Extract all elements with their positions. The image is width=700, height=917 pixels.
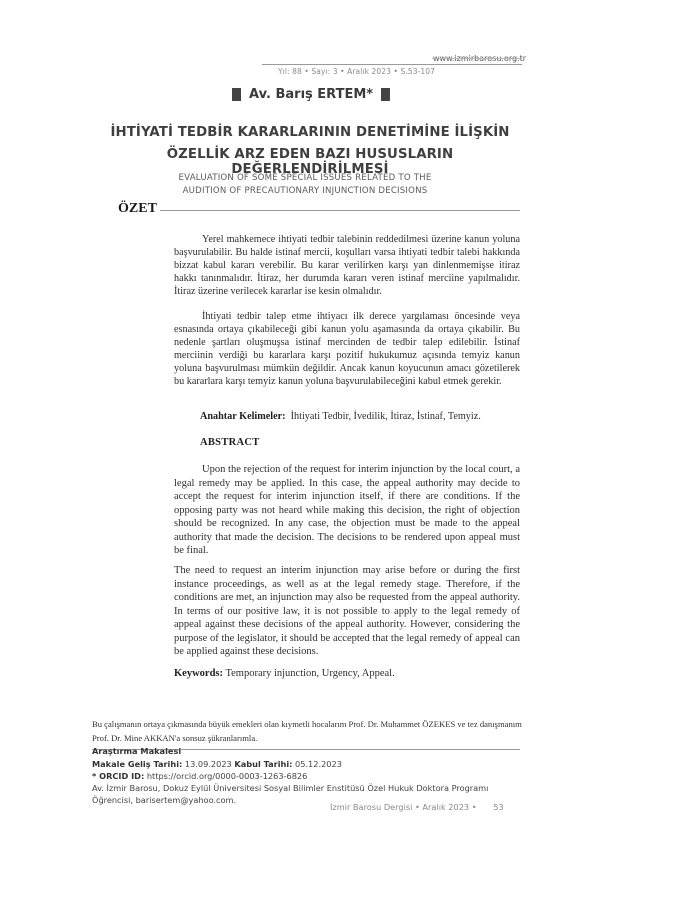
title-tr-line-2: ÖZELLİK ARZ EDEN BAZI HUSUSLARIN DEĞERLENDİRİLMESİ (166, 147, 454, 177)
article-type: Araştırma Makalesi (92, 746, 182, 756)
header-divider-short (432, 58, 522, 59)
keywords-tr-label: Anahtar Kelimeler: (200, 411, 286, 422)
issue-meta: Yıl: 88 • Sayı: 3 • Aralık 2023 • S.53-107 (278, 67, 436, 76)
abstract-paragraph-2-text: The need to request an interim injunction may arise before or during the first instance proceedings, as well as at the legal remedy stage. Therefore, if the conditions are met, an injunction may also be requested from the appeal authority. In terms of our positive law, it is not possible to apply to the legal remedy of appeal against these decisions of the appeal authority. However, considering the purpose of the legislator, it should be accepted that the legal remedy of appeal can be applied against these decisions. (174, 565, 520, 657)
page-footer (330, 802, 504, 812)
journal-url: www.izmirbarosu.org.tr (433, 54, 527, 63)
keywords-tr (200, 411, 481, 422)
title-tr-line-1: İHTİYATİ TEDBİR KARARLARININ DENETİMİNE İLİŞKİN (110, 125, 510, 140)
orcid-link[interactable]: https://orcid.org/0000-0003-1263-6826 (146, 771, 308, 781)
affiliation-line-2: Öğrencisi, barisertem@yahoo.com. (92, 795, 237, 805)
received-label: Makale Geliş Tarihi: (92, 759, 183, 769)
article-dates (92, 759, 342, 769)
abstract-paragraph-1-text: Upon the rejection of the request for interim injunction by the local court, a legal remedy may be applied. In this case, the appeal authority may decide to accept the request for interim injunction itself, if there are conditions. If the opposing party was not heard while making this decision, the right of objection should be recognized. In any case, the objection must be made to the appeal authority that made the decision. The decisions to be rendered upon appeal must be final. (174, 464, 520, 556)
keywords-en (174, 668, 395, 679)
title-en-line-1: EVALUATION OF SOME SPECIAL ISSUES RELATED TO THE (178, 173, 432, 183)
orcid-label: * ORCID ID: (92, 771, 145, 781)
keywords-en-label: Keywords: (174, 668, 223, 679)
ozet-divider (160, 210, 520, 211)
abstract-paragraph-2 (174, 564, 520, 659)
acknowledgement-footnote: Bu çalışmanın ortaya çıkmasında büyük emekleri olan kıymetli hocalarım Prof. Dr. Muhammet ÖZEKES ve tez danışmanım Prof. Dr. Mine AKKAN'a sonsuz şükranlarımla. (92, 719, 522, 743)
ozet-paragraph-1-text: Yerel mahkemece ihtiyati tedbir talebinin reddedilmesi üzerine kanun yoluna başvurulabilir. Bu halde istinaf mercii, koşulları varsa ihtiyati tedbir talebi hakkında bizzat kabul kararı verebilir. Bu karar verilirken karşı yan dinlenmemişse itiraz hakkı tanınmalıdır. İtiraz, her durumda kararı veren istinaf merciine yapılmalıdır. İtiraz üzerine verilecek kararlar ise kesin olmalıdır. (174, 234, 520, 298)
keywords-tr-text: İhtiyati Tedbir, İvedilik, İtiraz, İstinaf, Temyiz. (290, 411, 481, 422)
accepted-label: Kabul Tarihi: (234, 759, 293, 769)
title-en-line-2: AUDITION OF PRECAUTIONARY INJUNCTION DECISIONS (182, 186, 428, 196)
keywords-en-text: Temporary injunction, Urgency, Appeal. (225, 668, 395, 679)
affiliation-line-1: Av. İzmir Barosu, Dokuz Eylül Üniversitesi Sosyal Bilimler Enstitüsü Özel Hukuk Doktora Programı (92, 783, 489, 793)
author-name: Av. Barış ERTEM* (249, 86, 374, 102)
footer-journal: İzmir Barosu Dergisi • Aralık 2023 • (330, 802, 477, 812)
ozet-paragraph-1 (174, 233, 520, 298)
abstract-heading: ABSTRACT (200, 437, 260, 448)
header-divider (262, 64, 522, 65)
received-date: 13.09.2023 (184, 759, 232, 769)
accepted-date: 05.12.2023 (295, 759, 342, 769)
ozet-paragraph-2 (174, 310, 520, 389)
ozet-paragraph-2-text: İhtiyati tedbir talep etme ihtiyacı ilk derece yargılaması öncesinde veya esnasında ortaya çıkabileceği gibi kanun yolu aşamasında da ortaya çıkabilir. Bu nedenle şartları oluşmuşsa istinaf mercinden de tedbir talep edilebilir. İstinaf merciinin verdiği bu kararlara karşı pozitif hukukumuz açısında temyiz kanun yoluna başvurulması mümkün değildir. Ancak kanun koyucunun amacı gözetilerek bu kararlara karşı temyiz kanun yoluna başvurulabileceğini kabul etmek gerekir. (174, 311, 520, 388)
page-number: 53 (493, 802, 504, 812)
square-icon (232, 88, 241, 101)
abstract-paragraph-1 (174, 463, 520, 558)
author-block (232, 85, 390, 103)
title-en (160, 172, 450, 198)
square-icon (381, 88, 390, 101)
ozet-heading: ÖZET (118, 201, 157, 216)
orcid-line (92, 771, 307, 781)
